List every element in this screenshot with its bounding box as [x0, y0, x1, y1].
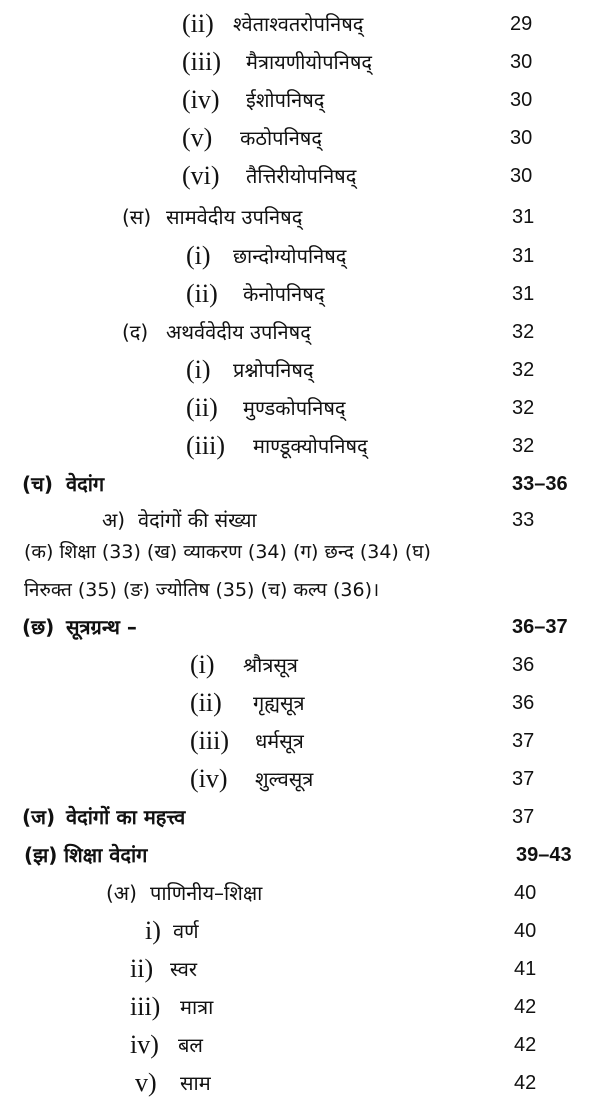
- item-marker: (अ): [106, 881, 137, 905]
- item-title: वेदांगों का महत्त्व: [66, 805, 186, 829]
- toc-row: [0, 913, 600, 949]
- page-number: 30: [510, 127, 533, 149]
- item-marker: iv): [130, 1030, 159, 1059]
- item-marker: (द): [122, 320, 149, 344]
- item-marker: iii): [130, 992, 161, 1021]
- page-number: 37: [512, 768, 535, 790]
- item-title: धर्मसूत्र: [255, 729, 304, 753]
- paragraph-line: निरुक्त (35) (ङ) ज्योतिष (35) (च) कल्प (36)।: [24, 579, 380, 601]
- toc-row: [0, 1027, 600, 1063]
- page-number: 40: [514, 882, 537, 904]
- item-title: साम: [180, 1071, 211, 1095]
- item-title: गृह्यसूत्र: [253, 691, 305, 715]
- page-number: 32: [512, 321, 535, 343]
- item-title: सूत्रग्रन्थ –: [66, 615, 137, 639]
- item-marker: i): [145, 916, 161, 945]
- item-title: शुल्वसूत्र: [255, 767, 314, 791]
- toc-row: [0, 989, 600, 1025]
- item-title: मैत्रायणीयोपनिषद्: [246, 50, 373, 74]
- item-marker: (iii): [182, 47, 221, 76]
- page-number: 30: [510, 165, 533, 187]
- toc-row-section: [0, 466, 600, 502]
- toc-row: [0, 723, 600, 759]
- page-number: 33–36: [512, 473, 568, 495]
- toc-row: [0, 647, 600, 683]
- page-number: 32: [512, 435, 535, 457]
- item-title: स्वर: [170, 957, 198, 981]
- item-marker: (ज): [22, 805, 56, 829]
- toc-row: [0, 951, 600, 987]
- item-title: तैत्तिरीयोपनिषद्: [246, 164, 357, 188]
- item-marker: (iv): [190, 764, 228, 793]
- item-marker: (iii): [190, 726, 229, 755]
- item-title: प्रश्नोपनिषद्: [233, 358, 314, 382]
- page-number: 33: [512, 509, 535, 531]
- page-number: 37: [512, 806, 535, 828]
- toc-row: [0, 875, 600, 911]
- item-title: वेदांग: [66, 472, 105, 496]
- paragraph-line: (क) शिक्षा (33) (ख) व्याकरण (34) (ग) छन्द (34) (घ): [24, 541, 431, 563]
- page-number: 36–37: [512, 616, 568, 638]
- page-number: 31: [512, 206, 535, 228]
- toc-row: [0, 199, 600, 235]
- page-number: 30: [510, 89, 533, 111]
- item-title: वेदांगों की संख्या: [138, 508, 257, 532]
- item-title: श्वेताश्वतरोपनिषद्: [233, 12, 364, 36]
- toc-row-section: [0, 609, 600, 645]
- item-marker: (ii): [182, 9, 214, 38]
- toc-row: [0, 6, 600, 42]
- page-number: 32: [512, 359, 535, 381]
- item-marker: (i): [186, 241, 211, 270]
- page-number: 41: [514, 958, 537, 980]
- page-number: 32: [512, 397, 535, 419]
- item-title: छान्दोग्योपनिषद्: [233, 244, 347, 268]
- toc-row: [0, 120, 600, 156]
- page-number: 39–43: [516, 844, 572, 866]
- item-marker: (छ): [22, 615, 55, 639]
- toc-row-section: [0, 799, 600, 835]
- toc-row: [0, 314, 600, 350]
- page-number: 37: [512, 730, 535, 752]
- item-title: कठोपनिषद्: [240, 126, 322, 150]
- item-marker: (i): [190, 650, 215, 679]
- item-marker: (iv): [182, 85, 220, 114]
- page-number: 40: [514, 920, 537, 942]
- item-marker: (ii): [186, 393, 218, 422]
- toc-row: [0, 82, 600, 118]
- item-marker: (ii): [186, 279, 218, 308]
- page-number: 36: [512, 654, 535, 676]
- toc-row: [0, 352, 600, 388]
- vedanga-list-paragraph: [24, 533, 584, 609]
- toc-row: [0, 428, 600, 464]
- item-marker: ii): [130, 954, 154, 983]
- item-title: शिक्षा वेदांग: [64, 843, 148, 867]
- toc-row: [0, 158, 600, 194]
- item-marker: (iii): [186, 431, 225, 460]
- item-title: केनोपनिषद्: [243, 282, 325, 306]
- item-marker: (झ): [24, 843, 58, 867]
- item-marker: (ii): [190, 688, 222, 717]
- item-marker: (च): [22, 472, 53, 496]
- page-number: 31: [512, 245, 535, 267]
- page-number: 42: [514, 1034, 537, 1056]
- item-title: वर्ण: [173, 919, 199, 943]
- item-marker: (i): [186, 355, 211, 384]
- page-number: 42: [514, 1072, 537, 1094]
- page-number: 42: [514, 996, 537, 1018]
- toc-row: [0, 1065, 600, 1101]
- toc-row: [0, 44, 600, 80]
- toc-row: [0, 761, 600, 797]
- item-title: मात्रा: [180, 995, 214, 1019]
- item-marker: (स): [122, 205, 152, 229]
- item-title: पाणिनीय–शिक्षा: [150, 881, 263, 905]
- toc-row: [0, 685, 600, 721]
- item-marker: अ): [102, 508, 126, 532]
- page-number: 30: [510, 51, 533, 73]
- item-marker: (v): [182, 123, 213, 152]
- item-title: अथर्ववेदीय उपनिषद्: [166, 320, 311, 344]
- page-number: 29: [510, 13, 533, 35]
- toc-row-section: [0, 837, 600, 873]
- toc-row: [0, 276, 600, 312]
- item-title: बल: [178, 1033, 203, 1057]
- item-marker: v): [135, 1068, 157, 1097]
- item-title: मुण्डकोपनिषद्: [243, 396, 346, 420]
- item-title: माण्डूक्योपनिषद्: [253, 434, 368, 458]
- toc-row: [0, 238, 600, 274]
- page-number: 31: [512, 283, 535, 305]
- item-title: ईशोपनिषद्: [246, 88, 325, 112]
- item-title: श्रौत्रसूत्र: [243, 653, 298, 677]
- item-title: सामवेदीय उपनिषद्: [166, 205, 303, 229]
- toc-row: [0, 390, 600, 426]
- item-marker: (vi): [182, 161, 220, 190]
- page-number: 36: [512, 692, 535, 714]
